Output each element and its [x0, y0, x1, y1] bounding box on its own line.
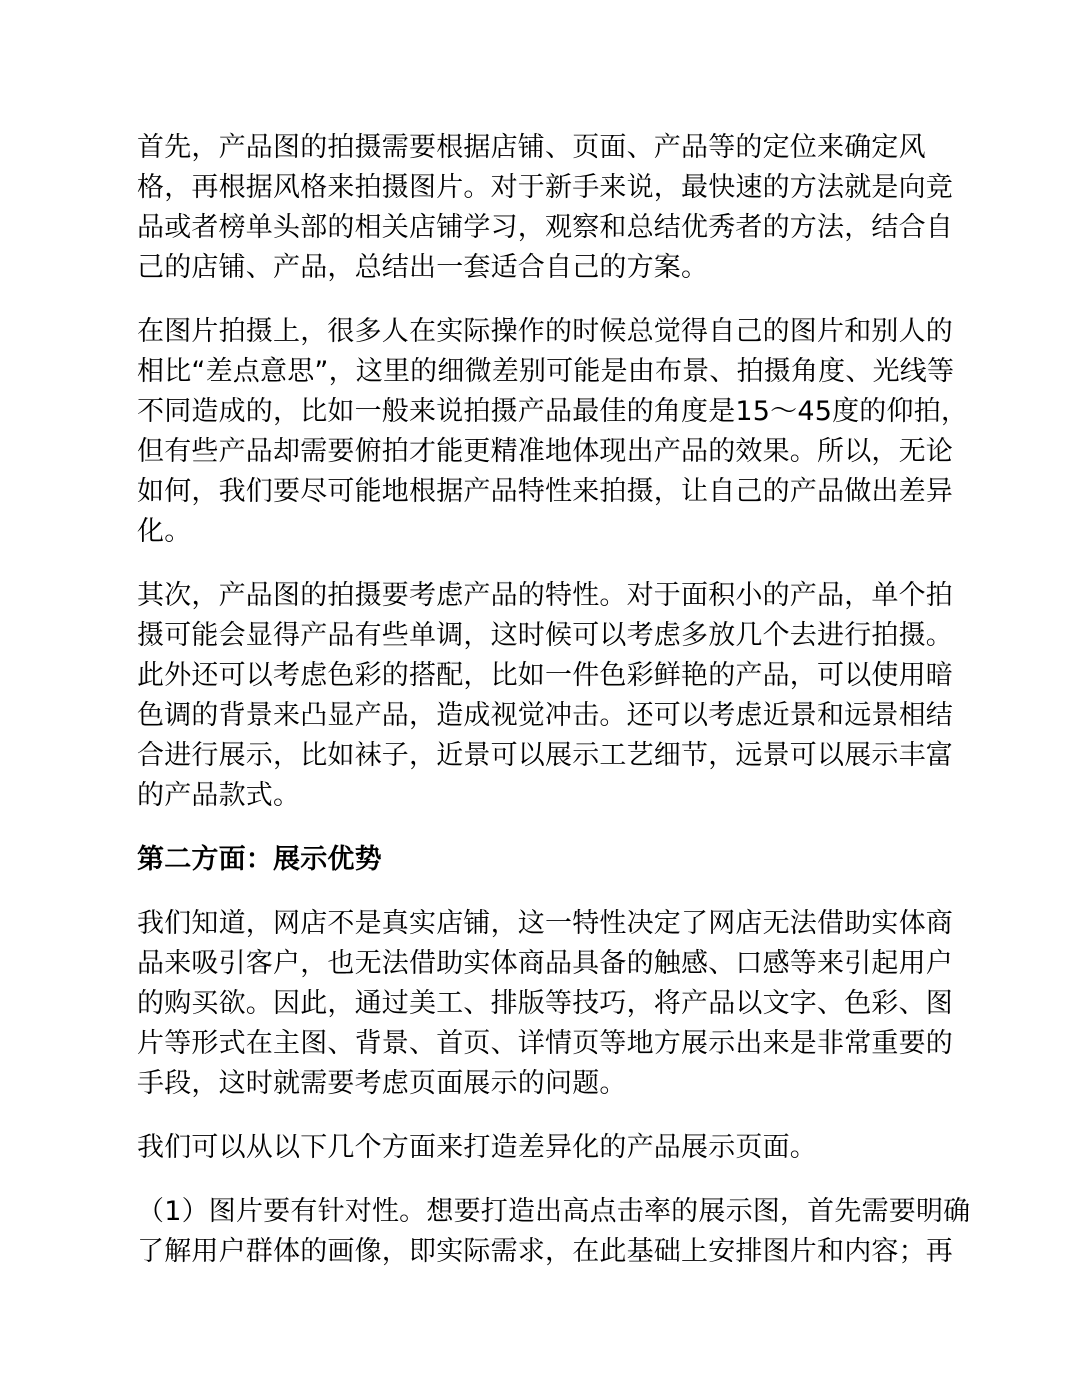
text-line: 己的店铺、产品，总结出一套适合自己的方案。 [137, 252, 709, 283]
text-line: 片等形式在主图、背景、首页、详情页等地方展示出来是非常重要的 [137, 1028, 953, 1059]
paragraph-intro-style [137, 128, 953, 288]
text-line: 化。 [137, 516, 192, 547]
text-line: 格，再根据风格来拍摄图片。对于新手来说，最快速的方法就是向竞 [137, 172, 953, 203]
paragraph-aspects-intro [137, 1128, 937, 1168]
text-line: 了解用户群体的画像，即实际需求，在此基础上安排图片和内容；再 [137, 1236, 953, 1267]
text-line: 品或者榜单头部的相关店铺学习，观察和总结优秀者的方法，结合自 [137, 212, 953, 243]
text-line: 在图片拍摄上，很多人在实际操作的时候总觉得自己的图片和别人的 [137, 316, 953, 347]
text-line: 相比“差点意思”，这里的细微差别可能是由布景、拍摄角度、光线等 [137, 356, 955, 387]
paragraph-shooting-angle [137, 312, 969, 552]
text-line: 手段，这时就需要考虑页面展示的问题。 [137, 1068, 627, 1099]
paragraph-product-traits [137, 576, 953, 816]
text-line: 合进行展示，比如袜子，近景可以展示工艺细节，远景可以展示丰富 [137, 740, 953, 771]
text-line: 但有些产品却需要俯拍才能更精准地体现出产品的效果。所以，无论 [137, 436, 953, 467]
text-line: 摄可能会显得产品有些单调，这时候可以考虑多放几个去进行拍摄。 [137, 620, 953, 651]
paragraph-online-store [137, 904, 953, 1104]
text-line: （1）图片要有针对性。想要打造出高点击率的展示图，首先需要明确 [137, 1196, 971, 1227]
section-heading: 第二方面：展示优势 [137, 844, 382, 875]
text-line: 不同造成的，比如一般来说拍摄产品最佳的角度是15～45度的仰拍， [137, 396, 969, 427]
text-line: 此外还可以考虑色彩的搭配，比如一件色彩鲜艳的产品，可以使用暗 [137, 660, 953, 691]
text-line: 如何，我们要尽可能地根据产品特性来拍摄，让自己的产品做出差异 [137, 476, 953, 507]
text-line: 首先，产品图的拍摄需要根据店铺、页面、产品等的定位来确定风 [137, 132, 926, 163]
text-line: 品来吸引客户，也无法借助实体商品具备的触感、口感等来引起用户 [137, 948, 953, 979]
text-line: 我们知道，网店不是真实店铺，这一特性决定了网店无法借助实体商 [137, 908, 953, 939]
text-line: 其次，产品图的拍摄要考虑产品的特性。对于面积小的产品，单个拍 [137, 580, 953, 611]
text-line: 的购买欲。因此，通过美工、排版等技巧，将产品以文字、色彩、图 [137, 988, 953, 1019]
text-line: 色调的背景来凸显产品，造成视觉冲击。还可以考虑近景和远景相结 [137, 700, 953, 731]
text-line: 我们可以从以下几个方面来打造差异化的产品展示页面。 [137, 1132, 817, 1163]
text-line: 的产品款式。 [137, 780, 301, 811]
list-item-targeted-images [137, 1192, 971, 1272]
document-body [137, 128, 971, 1296]
